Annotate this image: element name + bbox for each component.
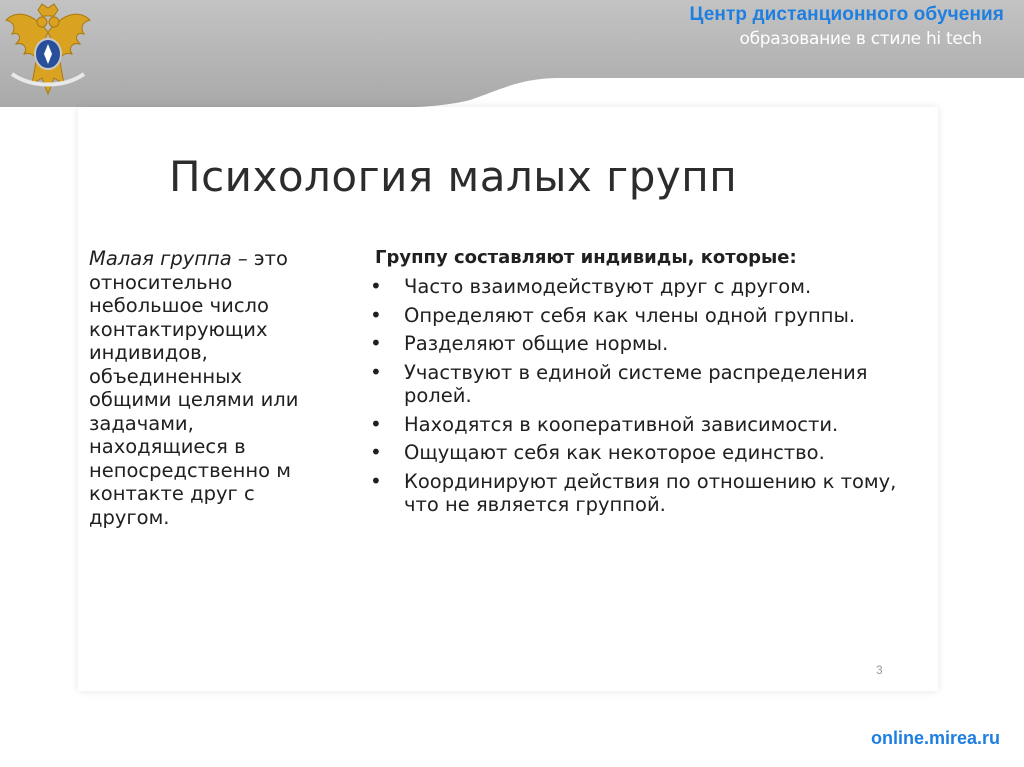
list-item: • Координируют действия по отношению к тому, что не является группой.	[368, 470, 898, 517]
header-title: Центр дистанционного обучения	[689, 4, 1004, 25]
slide-title: Психология малых групп	[169, 152, 738, 201]
list-item: • Разделяют общие нормы.	[368, 332, 898, 356]
definition-body: это относительно небольшое число контактирующих индивидов, объединенных общими целями или задачами, находящиеся в непосредственно м контакте друг с другом.	[89, 247, 299, 529]
header-subtitle: образование в стиле hi tech	[739, 29, 982, 49]
bullets-heading: Группу составляют индивиды, которые:	[375, 247, 797, 268]
list-item: • Часто взаимодействуют друг с другом.	[368, 275, 898, 299]
definition-text	[89, 247, 324, 529]
list-item: • Определяют себя как члены одной группы.	[368, 304, 898, 328]
list-item: • Ощущают себя как некоторое единство.	[368, 441, 898, 465]
slide-card	[78, 107, 938, 691]
definition-term: Малая группа –	[89, 247, 248, 270]
page-number: 3	[876, 663, 883, 677]
list-item: • Находятся в кооперативной зависимости.	[368, 413, 898, 437]
emblem-icon	[2, 2, 94, 102]
footer-site-link[interactable]: online.mirea.ru	[870, 728, 1000, 748]
bullet-list	[368, 275, 898, 522]
list-item: • Участвуют в единой системе распределения ролей.	[368, 361, 898, 408]
